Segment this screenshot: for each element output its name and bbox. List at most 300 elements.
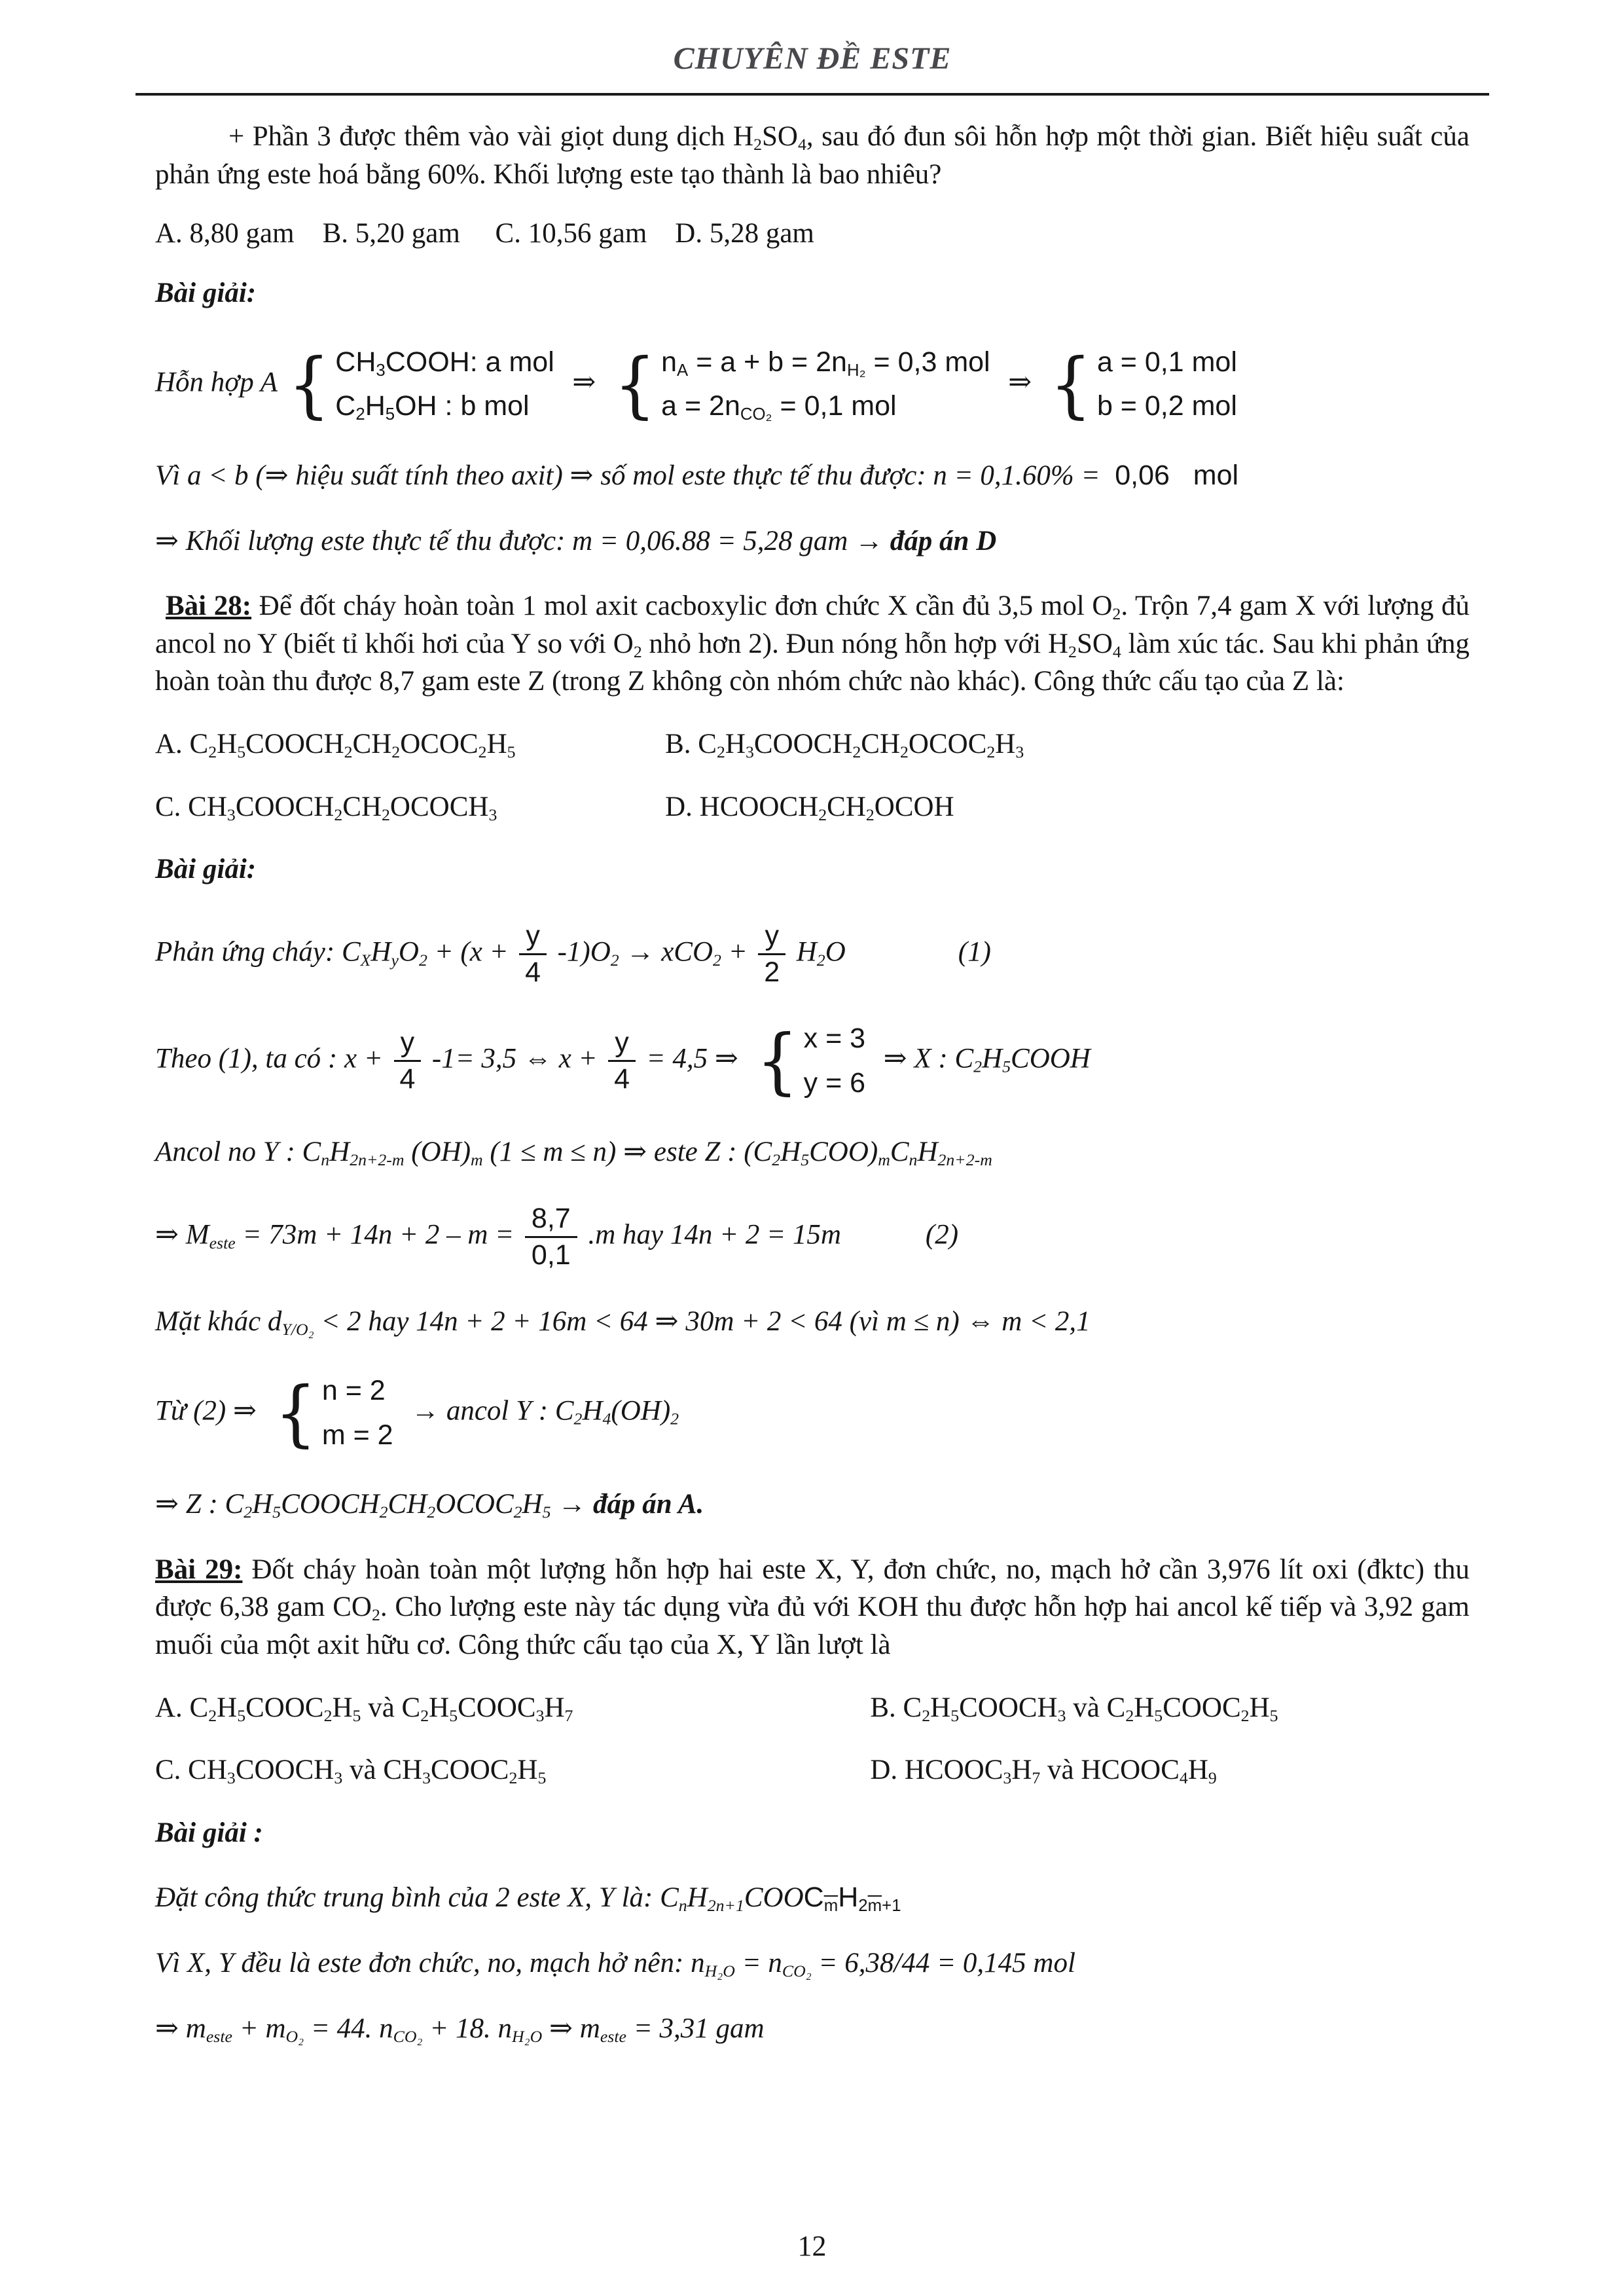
text-run: H	[365, 390, 386, 422]
text-run: < 2 hay 14n + 2 + 16m < 64	[314, 1306, 655, 1338]
text-run: ⇒	[549, 2013, 573, 2044]
subscript-text: 5	[237, 1705, 246, 1725]
equation-system-row	[804, 1020, 865, 1058]
text-run: hiệu suất tính theo axit)	[288, 460, 570, 491]
text-run: y = 6	[803, 1066, 866, 1099]
text-run: n)	[585, 1137, 624, 1168]
equation-system-row	[804, 1065, 865, 1102]
text-run: SO	[762, 121, 798, 153]
subscript-text: 2	[427, 1503, 436, 1522]
subscript-text: H₂O	[704, 1961, 735, 1981]
subscript-text: 5	[507, 742, 516, 762]
equation-mixture-system	[155, 344, 1470, 426]
text-run: ⇒	[569, 460, 594, 491]
subscript-text: 2	[478, 742, 487, 762]
subscript-text: 2	[509, 1768, 518, 1788]
text-run: →	[855, 525, 884, 556]
text-run: làm xúc tác. Sau khi phản ứng hoàn toàn thu được 8,7 gam este Z (trong Z không còn nhóm chức nào khác). Công thức cấu tạo của Z là:	[155, 628, 1470, 697]
left-brace: {	[1049, 342, 1092, 426]
text-run: m	[573, 2013, 600, 2044]
text-run: X : C	[907, 1043, 974, 1074]
text-run: nhỏ hơn 2). Đun nóng hỗn hợp với H	[641, 628, 1069, 659]
fraction-denominator	[532, 1238, 571, 1271]
equation-system-row	[322, 1372, 393, 1410]
subscript-text: H₂O	[512, 2026, 543, 2046]
choice-column	[155, 725, 665, 763]
equation-ancol-y	[155, 1133, 1470, 1171]
text-run: x = 3	[803, 1023, 866, 1055]
text-run: ⇒	[655, 1306, 679, 1338]
text-run: O	[398, 936, 419, 968]
subscript-text: 5	[385, 405, 395, 424]
subscript-text: 5	[352, 1705, 361, 1725]
subscript-text: 5	[449, 1705, 458, 1725]
text-run	[586, 1489, 593, 1520]
text-run: và HCOOC	[1040, 1755, 1180, 1786]
problem-29-choices-row-1	[155, 1689, 1470, 1727]
subscript-text: n	[678, 1896, 687, 1916]
equation-mat-khac	[155, 1303, 1470, 1341]
equation-system-rows	[661, 344, 990, 426]
text-run: Phản ứng cháy: C	[155, 936, 361, 968]
subscript-text: este	[206, 2026, 232, 2046]
text-run: Ancol no Y : C	[155, 1137, 321, 1168]
text-run: y	[400, 1027, 415, 1059]
text-run: 0,1	[531, 1239, 571, 1271]
text-run: Bài giải:	[155, 278, 257, 309]
text-run: đáp án D	[890, 525, 997, 556]
equation-system-row	[1097, 344, 1237, 382]
text-run: A. C	[155, 729, 209, 760]
text-run: Hỗn hợp A	[155, 367, 284, 398]
text-run: C	[335, 390, 356, 422]
text-run: C. CH	[155, 791, 227, 822]
text-run: O	[825, 936, 846, 968]
equation-system	[756, 1020, 865, 1102]
text-run: Bài 29:	[155, 1554, 243, 1585]
text-run: 4	[525, 957, 541, 988]
equation-cong-thuc-trung-binh	[155, 1879, 1470, 1917]
choice-column	[155, 1751, 870, 1789]
text-run: SO	[1076, 628, 1113, 659]
subscript-text: 2	[858, 1897, 868, 1916]
equation-system	[275, 1372, 393, 1454]
equation-mass-este	[155, 522, 1470, 560]
solution-heading	[155, 274, 1470, 312]
subscript-text: 2	[244, 1503, 253, 1522]
fraction-denominator	[399, 1062, 415, 1095]
equation-system-rows	[804, 1020, 865, 1102]
subscript-text: 2	[1240, 1705, 1250, 1725]
text-run: Mặt khác d	[155, 1306, 282, 1338]
subscript-text: 5	[1002, 1057, 1011, 1076]
text-run: đáp án A.	[593, 1489, 704, 1520]
text-run: →	[397, 1395, 440, 1427]
subscript-text: 3	[488, 805, 497, 824]
subscript-text: 2	[986, 742, 996, 762]
text-run: Vì X, Y đều là este đơn chức, no, mạch hở nên: n	[155, 1948, 705, 1978]
text-run: y	[765, 919, 779, 951]
subscript-text: 3	[535, 1705, 545, 1725]
choice-column	[155, 1689, 870, 1727]
subscript-text: 5	[1269, 1705, 1278, 1725]
subscript-text: 2	[513, 1503, 522, 1522]
choice-column	[665, 725, 1024, 763]
fraction-numerator	[608, 1027, 636, 1062]
solution-heading-29	[155, 1814, 1470, 1852]
subscript-text: 2	[772, 1150, 781, 1170]
text-run: COOC	[458, 1692, 536, 1723]
page-header	[135, 38, 1489, 96]
text-run: H	[217, 729, 238, 760]
subscript-text: +1	[882, 1897, 901, 1916]
subscript-text: 2	[208, 742, 217, 762]
fraction	[519, 920, 547, 989]
equation-system-row	[661, 344, 990, 382]
subscript-text: 3	[1057, 1705, 1066, 1725]
subscript-text: 2	[713, 950, 721, 970]
left-brace: {	[613, 342, 657, 426]
text-run: Từ (2)	[155, 1395, 234, 1427]
text-run: ⇒	[714, 1043, 753, 1074]
subscript-text: CO₂	[740, 405, 772, 424]
fraction-denominator	[764, 955, 780, 989]
text-run: H	[687, 1882, 708, 1914]
subscript-text: este	[209, 1233, 236, 1252]
text-run: n = 2	[321, 1374, 386, 1406]
subscript-text: H₂	[846, 361, 866, 380]
text-run: H	[725, 729, 746, 760]
subscript-text: 5	[542, 1503, 551, 1522]
text-run: ⇒	[994, 367, 1046, 398]
choice-column	[870, 1689, 1278, 1727]
text-run: , sau đó đun sôi hỗn hợp một thời gian. Biết hiệu suất của phản ứng este hoá bằng 60%. Khối lượng este tạo thành là bao nhiêu?	[155, 121, 1470, 190]
text-run: CH	[388, 1489, 427, 1520]
problem-29-choices-row-2	[155, 1751, 1470, 1789]
subscript-text: 5	[1154, 1705, 1163, 1725]
equation-system-row	[661, 388, 990, 426]
text-run: OCOC	[400, 729, 478, 760]
text-run: H	[517, 1755, 538, 1786]
text-run: COO)	[809, 1137, 878, 1168]
equation-m-este	[155, 1203, 1470, 1271]
page-number: 12	[797, 2230, 827, 2263]
subscript-text: 2	[1068, 642, 1077, 662]
text-run: m	[535, 1137, 571, 1168]
equation-system-row	[322, 1417, 393, 1455]
subscript-text: 2	[973, 1057, 983, 1076]
text-run: b = 0,2 mol	[1096, 390, 1237, 422]
text-run: ⇒	[264, 460, 289, 491]
fraction-denominator	[525, 955, 541, 989]
text-run: H	[982, 1043, 1003, 1074]
subscript-text: 2	[922, 1705, 931, 1725]
subscript-text: 3	[376, 361, 386, 380]
text-run: ⇒	[623, 1137, 647, 1168]
text-run: ⇒	[233, 1395, 271, 1427]
text-run: H	[544, 1692, 565, 1723]
answer-options-line	[155, 215, 1470, 253]
subscript-text: 2	[633, 642, 642, 662]
subscript-text: 4	[602, 1409, 611, 1429]
text-run: Đốt cháy hoàn toàn một lượng hỗn hợp hai este X, Y, đơn chức, no, mạch hở cần 3,976 lít oxi (đktc) thu được 6,38 gam CO	[155, 1554, 1470, 1623]
subscript-text: 2	[852, 742, 861, 762]
text-run: OH : b mol	[395, 390, 530, 422]
problem-28-statement	[155, 587, 1470, 701]
subscript-text: 9	[1208, 1768, 1217, 1788]
left-brace: {	[756, 1019, 799, 1102]
choice-column	[870, 1751, 1216, 1789]
subscript-text: CO₂	[393, 2026, 423, 2046]
text-run: D. HCOOC	[870, 1755, 1003, 1786]
text-run: a = 0,1 mol	[1096, 346, 1237, 378]
text-run: y	[526, 919, 540, 951]
document-title: CHUYÊN ĐỀ ESTE	[673, 41, 952, 76]
subscript-text: 2	[753, 135, 762, 155]
text-run: ⇔	[523, 1043, 552, 1074]
text-run: →	[626, 936, 655, 968]
subscript-text: 4	[797, 135, 806, 155]
text-run: = n	[734, 1948, 782, 1978]
text-run: -1= 3,5	[425, 1043, 524, 1074]
text-run: COOCH	[959, 1692, 1058, 1723]
document-body	[155, 118, 1470, 2047]
text-run: M	[179, 1219, 209, 1250]
subscript-text: X	[360, 950, 371, 970]
fraction-numerator	[758, 920, 785, 955]
subscript-text: 2	[334, 805, 343, 824]
subscript-text: 2	[391, 742, 401, 762]
text-run: H	[780, 1137, 801, 1168]
text-run: Khối lượng este thực tế thu được: m = 0,06.88 = 5,28 gam	[179, 525, 856, 556]
text-run: (OH)	[611, 1395, 671, 1427]
subscript-text: 5	[237, 742, 246, 762]
text-run: COOCH	[245, 729, 344, 760]
subscript-text: O₂	[285, 2026, 304, 2046]
left-brace: {	[274, 1371, 317, 1455]
text-run: + 18. n	[422, 2013, 513, 2044]
subscript-text: A	[677, 361, 689, 380]
text-run: OCOC	[435, 1489, 514, 1520]
text-run: x +	[551, 1043, 605, 1074]
problem-28-choices-row-2	[155, 788, 1470, 826]
text-run: A. C	[155, 1692, 209, 1723]
subscript-text: 2	[573, 1409, 583, 1429]
text-run: a = 2n	[661, 390, 740, 422]
subscript-text: CO₂	[782, 1961, 812, 1981]
text-run: Bài 28:	[166, 591, 252, 622]
text-run: -1)O	[550, 936, 611, 968]
text-run: m = 2	[321, 1419, 393, 1451]
solution-heading-28	[155, 850, 1470, 888]
text-run: OCOCH	[389, 791, 489, 822]
text-run: . Trộn 7,4 gam X với lượng đủ ancol no Y (biết tỉ khối hơi của Y so với O	[155, 591, 1470, 659]
text-run: H	[1187, 1755, 1208, 1786]
subscript-text: 5	[537, 1768, 547, 1788]
text-run: ⇒	[155, 1219, 179, 1250]
text-run: ancol Y : C	[439, 1395, 574, 1427]
text-run: Vì a < b (	[155, 460, 265, 491]
choice-column	[155, 788, 665, 826]
text-run: 2	[764, 957, 780, 988]
text-run: ≤	[520, 1137, 536, 1168]
text-run: = 6,38/44 = 0,145 mol	[811, 1948, 1075, 1978]
page-footer	[0, 2227, 1624, 2266]
subscript-text: 7	[1032, 1768, 1041, 1788]
text-run: = 4,5	[639, 1043, 715, 1074]
text-run: 30m + 2 < 64 (vì m	[678, 1306, 914, 1338]
text-run	[551, 1489, 558, 1520]
text-run: COOCH	[753, 729, 853, 760]
subscript-text: 2	[344, 742, 353, 762]
subscript-text: n	[909, 1150, 918, 1170]
subscript-text: 4	[1112, 642, 1121, 662]
subscript-text: 2	[716, 742, 725, 762]
text-run	[619, 936, 626, 967]
text-run: ≤	[570, 1137, 586, 1168]
subscript-text: n	[321, 1150, 330, 1170]
text-run	[883, 526, 890, 556]
text-run: COOC	[431, 1755, 509, 1786]
text-run: COOCH	[235, 1755, 334, 1786]
equation-n-h2o	[155, 1944, 1470, 1982]
text-run: và C	[361, 1692, 421, 1723]
fraction	[608, 1027, 636, 1095]
fraction	[394, 1027, 422, 1095]
subscript-text: 2	[323, 1705, 333, 1725]
text-run: = 0,3 mol	[865, 346, 990, 378]
equation-system-rows	[1097, 344, 1237, 426]
subscript-text: 2	[865, 805, 875, 824]
text-run: (1	[482, 1137, 520, 1168]
problem-29-statement	[155, 1551, 1470, 1664]
text-run: H	[582, 1395, 603, 1427]
text-run: H	[838, 1882, 859, 1914]
text-run: ⇒	[155, 1489, 179, 1520]
equation-mole-este	[155, 457, 1470, 495]
text-run: H	[332, 1692, 353, 1723]
text-run: B. C	[665, 729, 717, 760]
subscript-text: 2	[670, 1409, 679, 1429]
text-run: COOH	[1011, 1043, 1091, 1074]
text-run: = 0,1 mol	[772, 390, 897, 422]
text-run: H	[486, 729, 507, 760]
subscript-text: 3	[745, 742, 754, 762]
problem-28-choices-row-1	[155, 725, 1470, 763]
subscript-text: m	[878, 1150, 890, 1170]
fraction-numerator	[394, 1027, 422, 1062]
text-run	[542, 2013, 549, 2044]
text-run: (1)	[845, 936, 991, 968]
text-run: ⇔	[966, 1306, 995, 1338]
subscript-text: 3	[334, 1768, 343, 1788]
text-run: Theo (1), ta có : x +	[155, 1043, 390, 1074]
equation-m-este-29	[155, 2010, 1470, 2048]
text-run: số mol este thực tế thu được: n = 0,1.60% =	[593, 460, 1108, 491]
text-run: 4	[399, 1063, 416, 1095]
text-run: H	[1249, 1692, 1270, 1723]
equation-system-row	[335, 388, 554, 426]
subscript-text: 2	[382, 805, 390, 824]
text-run: H	[429, 1692, 450, 1723]
subscript-text: 4	[1179, 1768, 1188, 1788]
text-run: (OH)	[404, 1137, 471, 1168]
text-run: H	[1011, 1755, 1032, 1786]
text-run: m	[179, 2013, 206, 2044]
text-run: ≤	[913, 1306, 929, 1338]
text-run: H	[252, 1489, 273, 1520]
equation-system	[614, 344, 990, 426]
subscript-text: 2	[355, 405, 365, 424]
subscript-text: 5	[801, 1150, 810, 1170]
text-run: +	[721, 936, 755, 968]
subscript-text: 3	[226, 805, 236, 824]
text-run: Bài giải :	[155, 1817, 263, 1848]
text-run: →	[558, 1489, 586, 1520]
subscript-text: m	[823, 1897, 839, 1916]
text-run: H	[789, 936, 817, 968]
text-run: n)	[929, 1306, 967, 1338]
text-run: H	[917, 1137, 938, 1168]
subscript-text: 2	[818, 805, 827, 824]
text-run: + (x +	[427, 936, 516, 968]
text-run: = 73m + 14n + 2 – m =	[235, 1219, 521, 1250]
text-run: C	[890, 1137, 909, 1168]
equation-system	[288, 344, 554, 426]
subscript-text: 3	[422, 1768, 431, 1788]
equation-system-rows	[322, 1372, 393, 1454]
text-run: H	[522, 1489, 543, 1520]
equation-tu-2	[155, 1372, 1470, 1454]
subscript-text: y	[391, 950, 399, 970]
fraction	[758, 920, 785, 989]
subscript-text: 5	[950, 1705, 960, 1725]
text-run: + Phần 3 được thêm vào vài giọt dung dịch H	[228, 121, 754, 153]
subscript-text: 3	[226, 1768, 236, 1788]
subscript-text: 2n+1	[707, 1896, 744, 1916]
equation-system-row	[335, 344, 554, 382]
text-run: ⇒	[869, 1043, 907, 1074]
text-run: 8,7	[531, 1202, 571, 1234]
subscript-text: 7	[564, 1705, 573, 1725]
subscript-text: 2	[371, 1605, 380, 1625]
fraction-numerator	[519, 920, 547, 955]
text-run: = 44. n	[304, 2013, 393, 2044]
text-run: xCO	[654, 936, 713, 968]
text-run: 4	[614, 1063, 630, 1095]
text-run: CH	[342, 791, 382, 822]
text-run: A. 8,80 gam B. 5,20 gam C. 10,56 gam D. 5,28 gam	[155, 217, 814, 249]
subscript-text: 3	[1003, 1768, 1012, 1788]
equation-z-answer	[155, 1485, 1470, 1523]
text-run: COO	[744, 1882, 804, 1914]
left-brace: {	[287, 342, 331, 426]
equation-combustion	[155, 920, 1470, 989]
text-run: D. HCOOCH	[665, 791, 819, 822]
text-run: ⇒	[558, 367, 610, 398]
text-run: y	[615, 1027, 629, 1059]
subscript-text: 2	[610, 950, 619, 970]
text-run: CH	[352, 729, 392, 760]
text-run: COOCH	[235, 791, 334, 822]
text-run: OCOH	[874, 791, 954, 822]
text-run: COOC	[1163, 1692, 1241, 1723]
text-run: Bài giải:	[155, 854, 257, 885]
equation-system	[1050, 344, 1237, 426]
text-run: n	[661, 346, 677, 378]
text-run: và C	[1066, 1692, 1126, 1723]
text-run: .m hay 14n + 2 = 15m (2)	[581, 1219, 959, 1250]
